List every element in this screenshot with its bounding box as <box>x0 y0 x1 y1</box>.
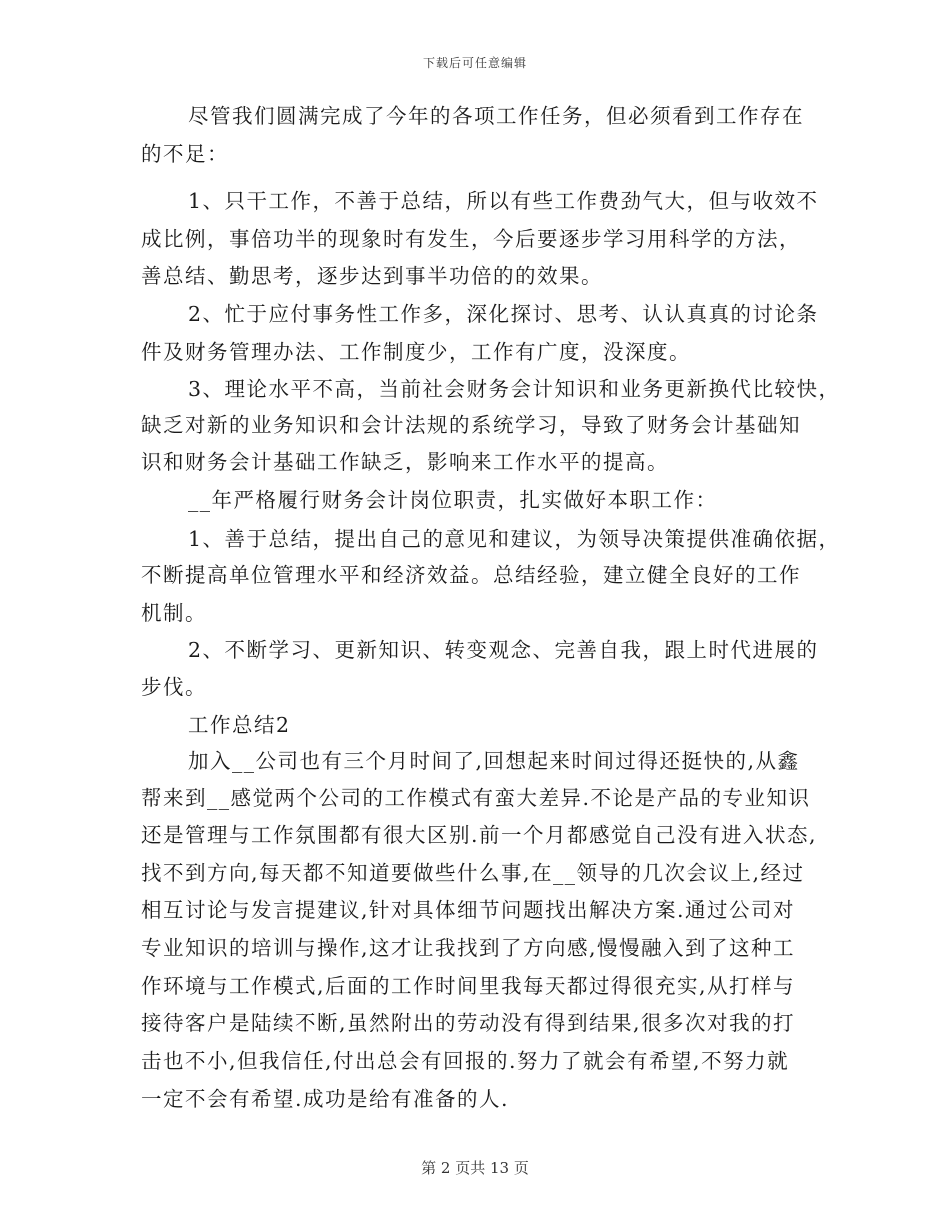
text-line: 件及财务管理办法、工作制度少，工作有广度，没深度。 <box>141 340 691 364</box>
page-number: 第 2 页共 13 页 <box>421 1159 529 1177</box>
text-line: 不断提高单位管理水平和经济效益。总结经验，建立健全良好的工作 <box>141 563 801 587</box>
text-line: 3、理论水平不高，当前社会财务会计知识和业务更新换代比较快， <box>188 377 841 401</box>
text-line: 相互讨论与发言提建议,针对具体细节问题找出解决方案.通过公司对 <box>141 898 796 922</box>
text-line: 还是管理与工作氛围都有很大区别.前一个月都感觉自己没有进入状态, <box>141 823 818 847</box>
text-line: 的不足： <box>141 142 229 166</box>
text-line: 尽管我们圆满完成了今年的各项工作任务，但必须看到工作存在 <box>188 104 804 128</box>
text-line: 帮来到__感觉两个公司的工作模式有蛮大差异.不论是产品的专业知识 <box>141 786 811 810</box>
text-line: 加入__公司也有三个月时间了,回想起来时间过得还挺快的,从鑫 <box>188 749 800 773</box>
text-line: 识和财务会计基础工作缺乏，影响来工作水平的提高。 <box>141 450 669 474</box>
text-line: 接待客户是陆续不断,虽然附出的劳动没有得到结果,很多次对我的打 <box>141 1011 796 1035</box>
text-line: 击也不小,但我信任,付出总会有回报的.努力了就会有希望,不努力就 <box>141 1049 790 1073</box>
page-header: 下载后可任意编辑 <box>422 56 527 70</box>
text-line: 作环境与工作模式,后面的工作时间里我每天都过得很充实,从打样与 <box>141 974 796 998</box>
text-line: 一定不会有希望.成功是给有准备的人. <box>141 1087 510 1111</box>
text-line: 善总结、勤思考，逐步达到事半功倍的的效果。 <box>141 264 603 288</box>
text-line: 成比例，事倍功半的现象时有发生，今后要逐步学习用科学的方法， <box>141 227 801 251</box>
text-line: 缺乏对新的业务知识和会计法规的系统学习，导致了财务会计基础知 <box>141 413 801 437</box>
text-line: 2、忙于应付事务性工作多，深化探讨、思考、认认真真的讨论条 <box>188 302 819 326</box>
text-line: 2、不断学习、更新知识、转变观念、完善自我，跟上时代进展的 <box>188 638 819 662</box>
text-line: 专业知识的培训与操作,这才让我找到了方向感,慢慢融入到了这种工 <box>141 936 796 960</box>
text-line: __年严格履行财务会计岗位职责，扎实做好本职工作： <box>188 488 718 512</box>
text-line: 找不到方向,每天都不知道要做些什么事,在__领导的几次会议上,经过 <box>141 861 805 885</box>
text-line: 1、善于总结，提出自己的意见和建议，为领导决策提供准确依据， <box>188 527 841 551</box>
section-heading: 工作总结2 <box>188 713 291 737</box>
text-line: 1、只干工作，不善于总结，所以有些工作费劲气大，但与收效不 <box>188 189 819 213</box>
text-line: 步伐。 <box>141 675 207 699</box>
text-line: 机制。 <box>141 601 207 625</box>
